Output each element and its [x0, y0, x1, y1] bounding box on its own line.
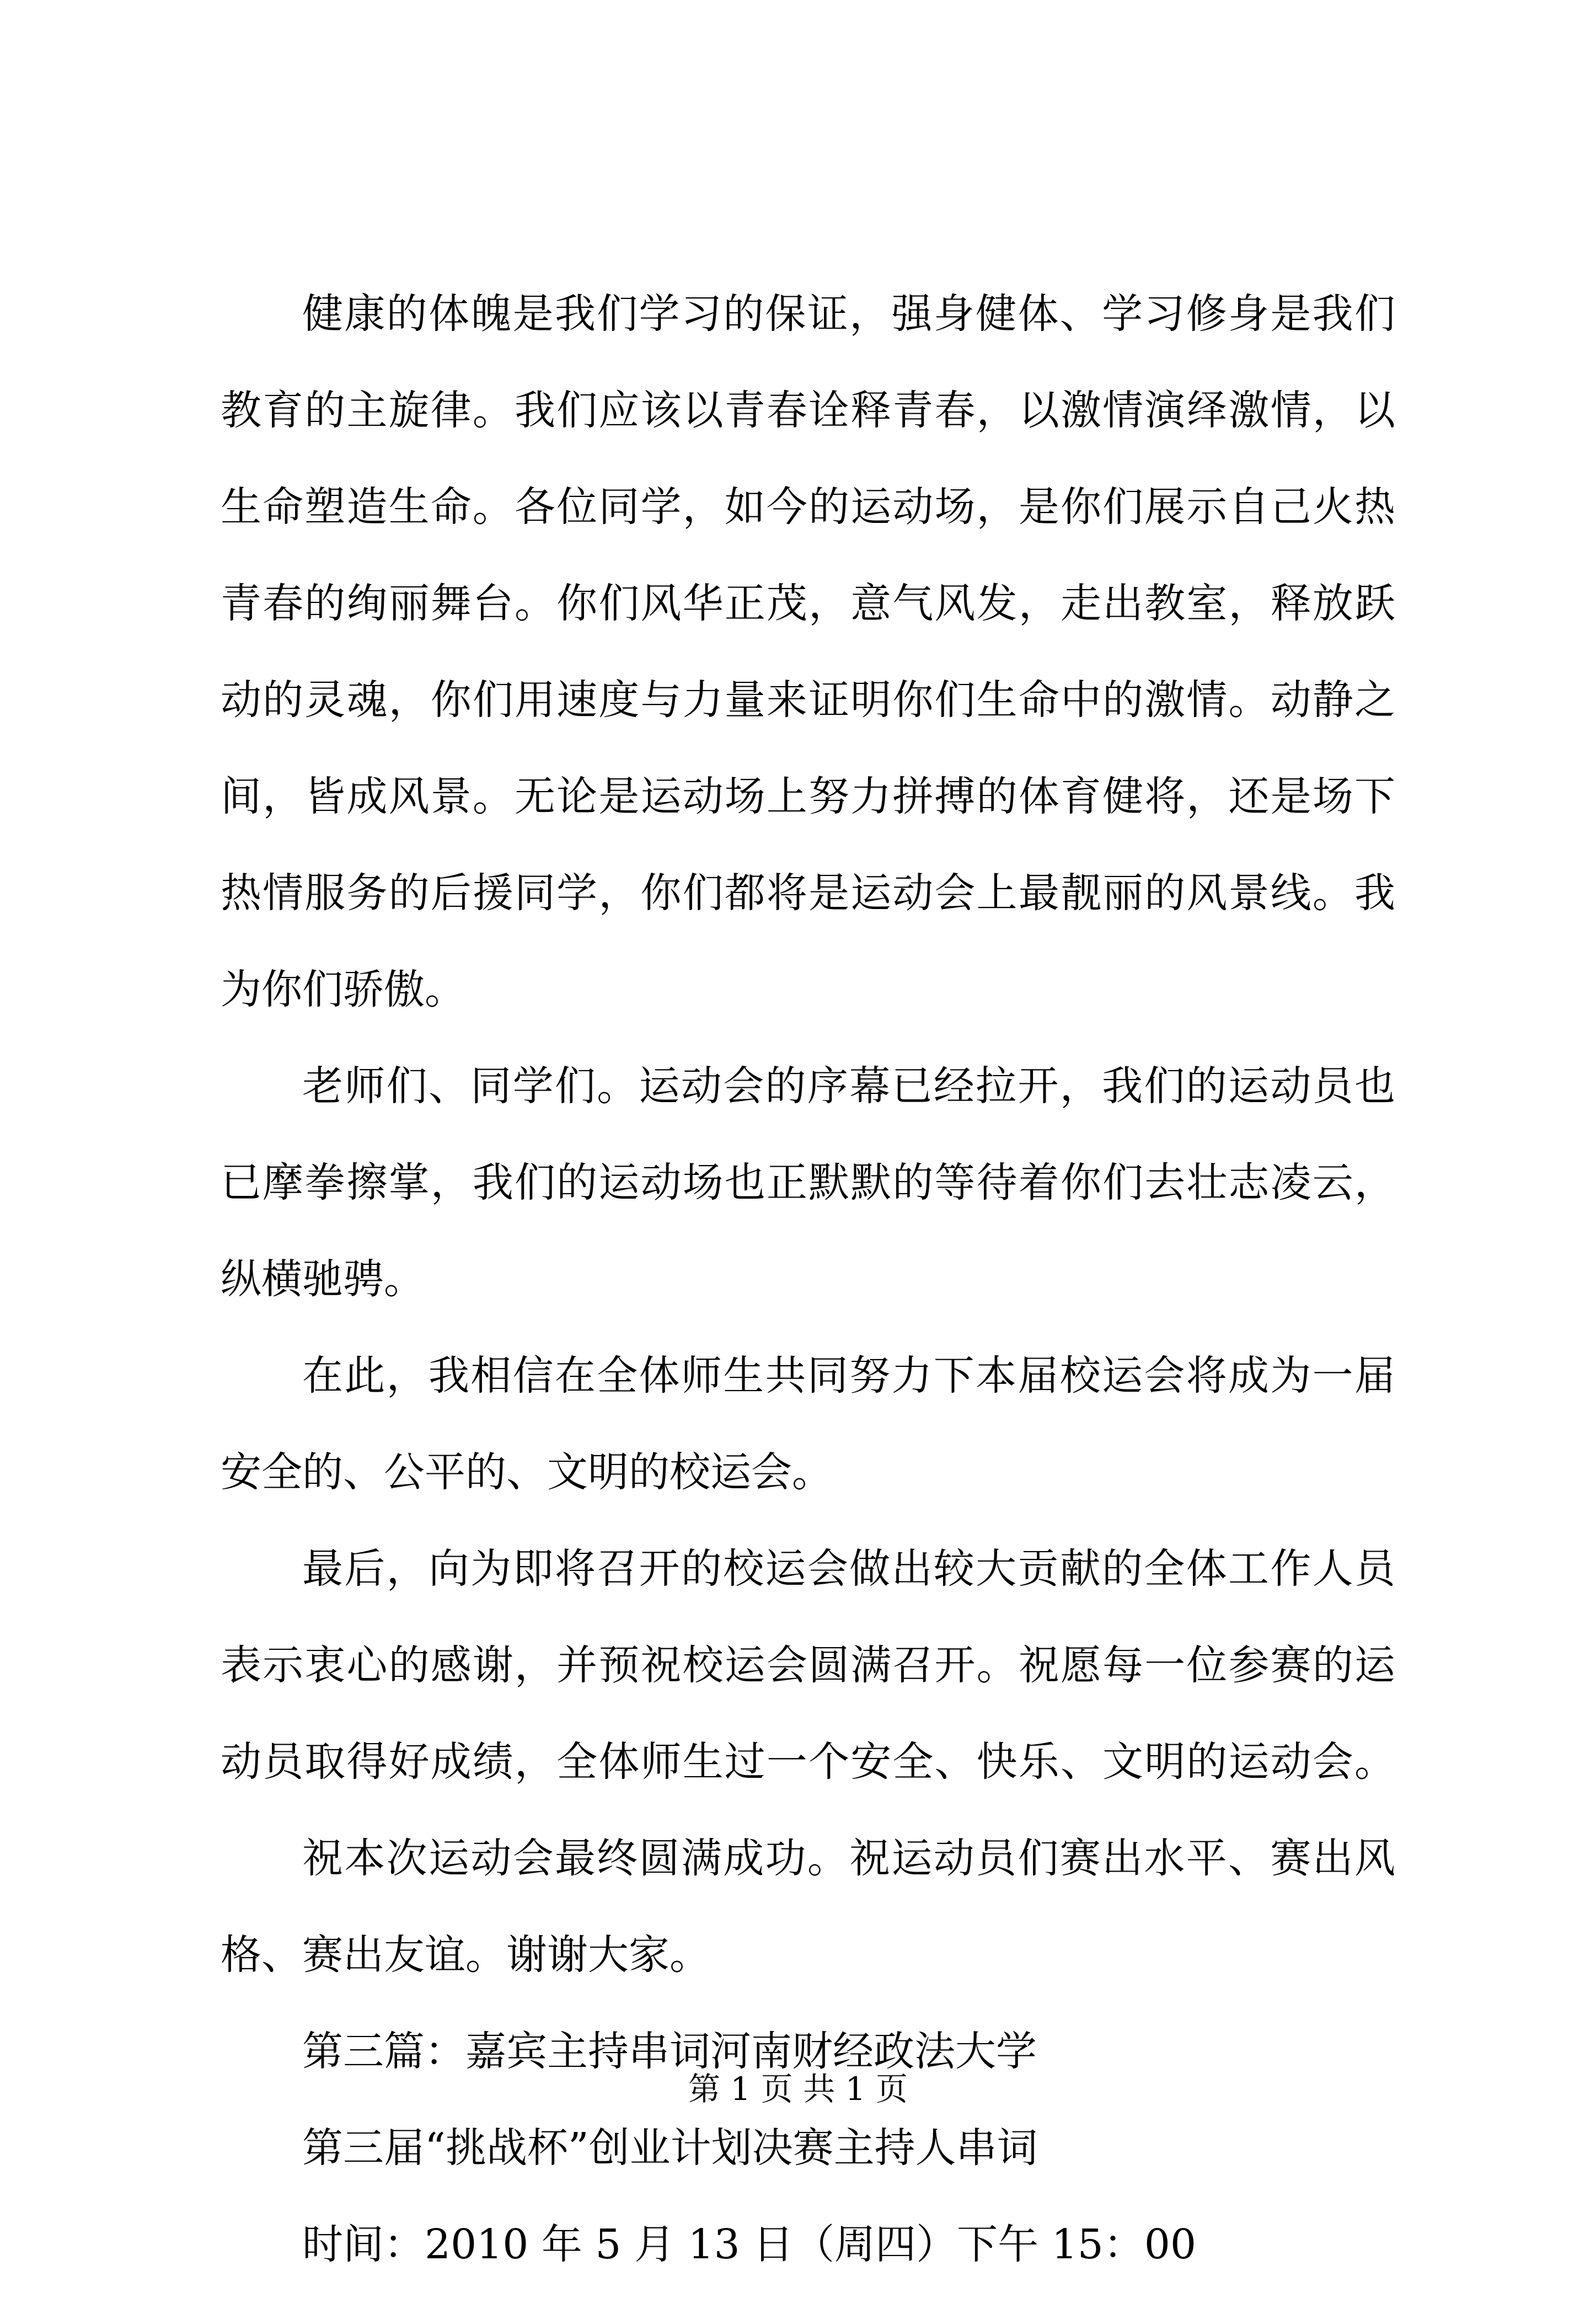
- page-footer: 第 1 页 共 1 页: [688, 2070, 908, 2108]
- paragraph-line: 间，皆成风景。无论是运动场上努力拼搏的体育健将，还是场下: [221, 773, 1395, 820]
- section-subheading: 第三届“挑战杯”创业计划决赛主持人串词: [302, 2124, 1038, 2172]
- paragraph-line: 动员取得好成绩，全体师生过一个安全、快乐、文明的运动会。: [221, 1738, 1395, 1786]
- paragraph-line: 格、赛出友谊。谢谢大家。: [221, 1931, 710, 1979]
- paragraph-line: 祝本次运动会最终圆满成功。祝运动员们赛出水平、赛出风: [302, 1835, 1395, 1882]
- paragraph-line: 青春的绚丽舞台。你们风华正茂，意气风发，走出教室，释放跃: [221, 580, 1395, 627]
- paragraph-line: 安全的、公平的、文明的校运会。: [221, 1449, 833, 1496]
- paragraph-line: 热情服务的后援同学，你们都将是运动会上最靓丽的风景线。我: [221, 869, 1395, 917]
- paragraph-line: 老师们、同学们。运动会的序幕已经拉开，我们的运动员也: [302, 1062, 1395, 1110]
- document-body: [221, 287, 1395, 2314]
- paragraph-line: 教育的主旋律。我们应该以青春诠释青春，以激情演绎激情，以: [221, 387, 1395, 434]
- paragraph-line: 表示衷心的感谢，并预祝校运会圆满召开。祝愿每一位参赛的运: [221, 1642, 1395, 1689]
- paragraph-line: 在此，我相信在全体师生共同努力下本届校运会将成为一届: [302, 1352, 1395, 1399]
- paragraph-line: 已摩拳擦掌，我们的运动场也正默默的等待着你们去壮志凌云，: [221, 1159, 1395, 1206]
- paragraph-line: 动的灵魂，你们用速度与力量来证明你们生命中的激情。动静之: [221, 676, 1395, 724]
- event-time: 时间：2010 年 5 月 13 日（周四）下午 15：00: [302, 2221, 1197, 2268]
- paragraph-line: 纵横驰骋。: [221, 1255, 425, 1303]
- paragraph-line: 为你们骄傲。: [221, 966, 465, 1013]
- paragraph-line: 生命塑造生命。各位同学，如今的运动场，是你们展示自己火热: [221, 483, 1395, 531]
- paragraph-line: 最后，向为即将召开的校运会做出较大贡献的全体工作人员: [302, 1545, 1395, 1592]
- paragraph-line: 健康的体魄是我们学习的保证，强身健体、学习修身是我们: [302, 290, 1395, 338]
- section-heading: 第三篇：嘉宾主持串词河南财经政法大学: [302, 2028, 1037, 2075]
